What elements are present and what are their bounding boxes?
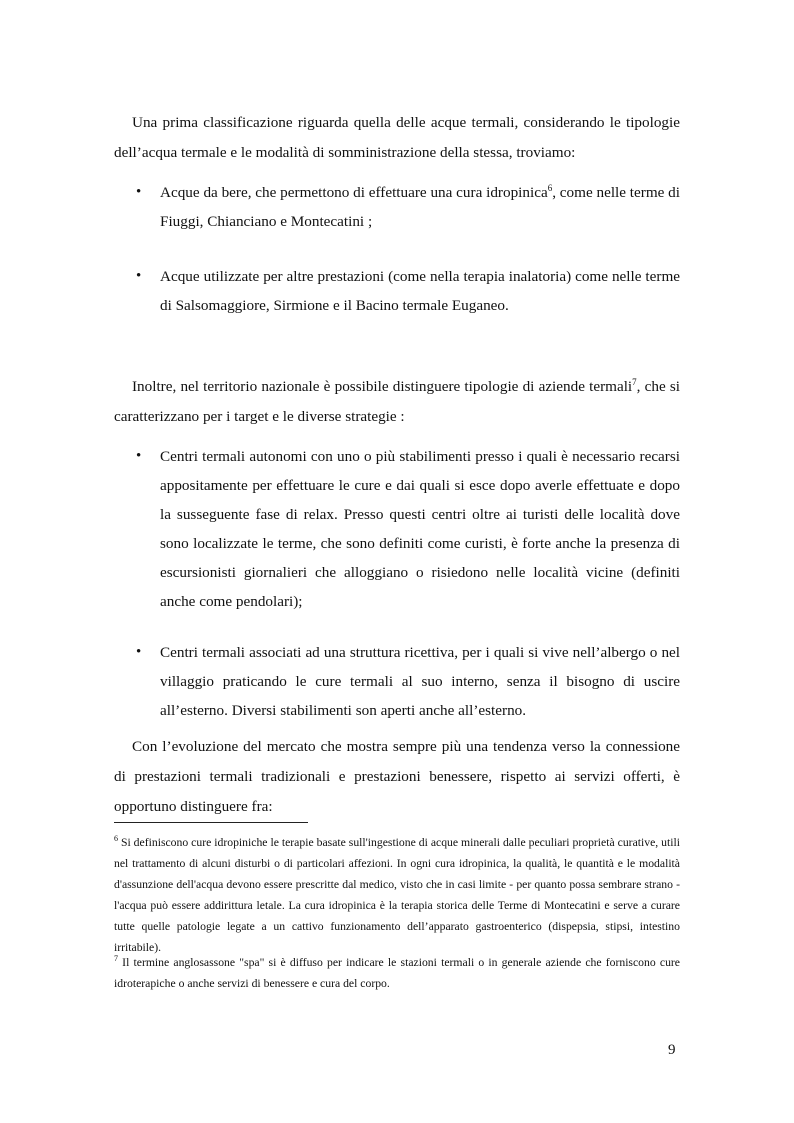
- list-item-text: Acque da bere, che permettono di effettuare una cura idropinica: [160, 184, 548, 201]
- footnote-7: [114, 952, 680, 994]
- paragraph-aziende: [114, 372, 680, 432]
- bullet-icon: •: [136, 644, 142, 660]
- footnote-separator: [114, 822, 308, 823]
- paragraph-evoluzione-text: Con l’evoluzione del mercato che mostra sempre più una tendenza verso la connessione di prestazioni termali tradizionali e prestazioni benessere, rispetto ai servizi offerti, è opportuno distinguere fra:: [114, 738, 680, 815]
- list-item-centri-associati: [136, 638, 680, 725]
- footnote-ref-6: 6: [547, 182, 553, 193]
- list-item-acque-utilizzate: [136, 262, 680, 320]
- bullet-icon: •: [136, 268, 142, 284]
- footnote-6: [114, 832, 680, 958]
- paragraph-aziende-text-continued: , che si caratterizzano per i target e le diverse strategie :: [114, 378, 680, 425]
- footnote-number: 6: [114, 834, 118, 844]
- paragraph-intro: [114, 108, 680, 168]
- paragraph-intro-text: Una prima classificazione riguarda quella delle acque termali, considerando le tipologie dell’acqua termale e le modalità di somministrazione della stessa, troviamo:: [114, 114, 680, 161]
- list-item-text: Centri termali associati ad una struttura ricettiva, per i quali si vive nell’albergo o nel villaggio praticando le cure termali al suo interno, senza il bisogno di uscire all’esterno. Diversi stabilimenti son aperti anche all’esterno.: [160, 644, 680, 719]
- footnote-number: 7: [114, 954, 118, 964]
- paragraph-aziende-text: Inoltre, nel territorio nazionale è possibile distinguere tipologie di aziende termali: [132, 378, 633, 395]
- list-item-acque-da-bere: [136, 178, 680, 236]
- list-item-text: Centri termali autonomi con uno o più stabilimenti presso i quali è necessario recarsi appositamente per effettuare le cure e dai quali si esce dopo averle effettuate e dopo la susseguente fase di relax. Presso questi centri oltre ai turisti delle località dove sono localizzate le terme, che sono definiti come curisti, è forte anche la presenza di escursionisti giornalieri che alloggiano o risiedono nelle località vicine (definiti anche come pendolari);: [160, 448, 680, 610]
- footnote-text: Si definiscono cure idropiniche le terapie basate sull'ingestione di acque minerali dalle peculiari proprietà curative, utili nel trattamento di alcuni disturbi o di particolari affezioni. In ogni cura idropinica, la qualità, le quantità e le modalità d'assunzione dell'acqua devono essere prescritte dal medico, visto che in casi limite - per quanto possa sembrare strano - l'acqua può essere addirittura letale. La cura idropinica è la terapia storica delle Terme di Montecatini e serve a curare tutte quelle patologie legate a un cattivo funzionamento dell’apparato gastroenterico (dispepsia, stipsi, intestino irritabile).: [114, 836, 680, 954]
- bullet-icon: •: [136, 448, 142, 464]
- paragraph-evoluzione: [114, 732, 680, 822]
- bullet-icon: •: [136, 184, 142, 200]
- page-number: 9: [668, 1042, 676, 1058]
- footnote-text: Il termine anglosassone "spa" si è diffuso per indicare le stazioni termali o in generale aziende che forniscono cure idroterapiche o anche servizi di benessere e cura del corpo.: [114, 956, 680, 990]
- list-item-centri-autonomi: [136, 442, 680, 616]
- footnote-ref-7: 7: [632, 376, 637, 387]
- list-item-text-continued: , come nelle terme di Fiuggi, Chianciano e Montecatini ;: [160, 184, 680, 230]
- list-item-text: Acque utilizzate per altre prestazioni (come nella terapia inalatoria) come nelle terme di Salsomaggiore, Sirmione e il Bacino termale Euganeo.: [160, 268, 680, 314]
